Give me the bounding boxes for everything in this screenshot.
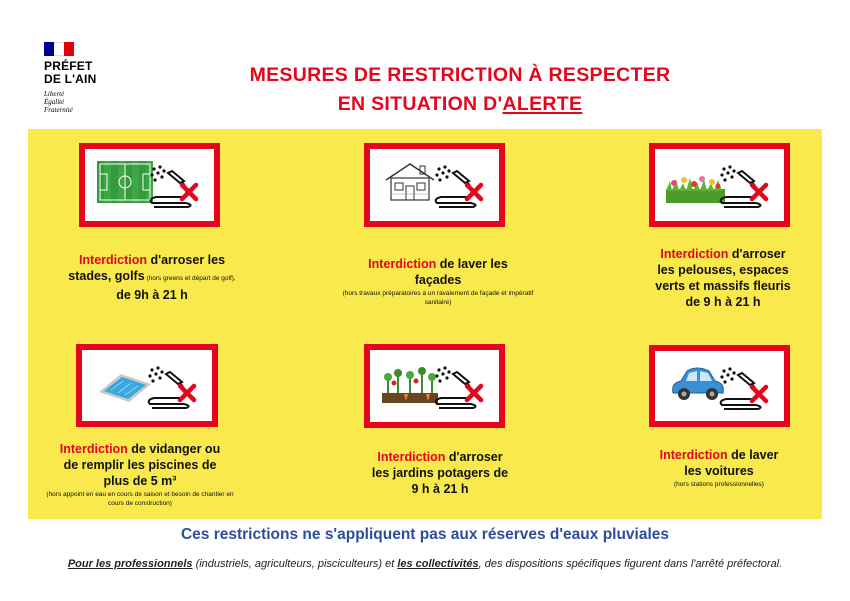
caption-text: les jardins potagers de xyxy=(371,466,509,480)
caption-interdiction: Interdiction xyxy=(78,253,148,267)
house-caption xyxy=(338,256,538,307)
caption-text: de remplir les piscines de xyxy=(63,458,217,472)
caption-text: 9 h à 21 h xyxy=(411,482,469,496)
caption-note: (hors appoint en eau en cours de saison et besoin de chantier en cours de construction) xyxy=(46,491,234,507)
prefecture-logo xyxy=(44,42,114,114)
caption-text: de 9h à 21 h xyxy=(116,288,188,302)
pool-caption xyxy=(40,441,240,508)
motto-egalite: Égalité xyxy=(44,98,65,106)
collectivities-label: les collectivités xyxy=(397,558,479,570)
caption-text: les voitures xyxy=(684,464,754,478)
prefecture-name-line1: PRÉFET xyxy=(44,59,93,73)
vegetable-garden-caption xyxy=(345,449,535,497)
vegetable-garden-restriction-card xyxy=(364,344,505,428)
watering-prohibited-icon xyxy=(142,362,200,410)
caption-interdiction: Interdiction xyxy=(59,442,128,456)
page-title-line1: MESURES DE RESTRICTION À RESPECTER xyxy=(249,64,671,86)
title-emphasis-alerte: ALERTE xyxy=(502,93,583,115)
professionals-label: Pour les professionnels xyxy=(67,558,193,570)
caption-note: (hors greens et départ de golf), xyxy=(144,275,236,282)
car-caption xyxy=(624,447,814,489)
caption-interdiction: Interdiction xyxy=(659,448,728,462)
house-restriction-card xyxy=(364,143,505,227)
caption-text: de laver les xyxy=(436,257,508,271)
watering-prohibited-icon xyxy=(714,161,772,209)
caption-text: d'arroser xyxy=(445,450,503,464)
car-restriction-card xyxy=(649,345,790,427)
prefecture-name-line2: DE L'AIN xyxy=(44,72,97,86)
french-flag-icon xyxy=(44,42,74,56)
watering-prohibited-icon xyxy=(429,362,487,410)
watering-prohibited-icon xyxy=(429,161,487,209)
caption-text: d'arroser xyxy=(728,247,786,261)
republic-motto xyxy=(44,90,114,114)
title-prefix: EN SITUATION D' xyxy=(337,93,503,115)
caption-text: de vidanger ou xyxy=(127,442,221,456)
professionals-detail: (industriels, agriculteurs, pisciculteurs) et xyxy=(192,558,398,570)
caption-text: d'arroser les xyxy=(147,253,226,267)
pool-restriction-card xyxy=(76,344,218,427)
watering-prohibited-icon xyxy=(144,161,202,209)
caption-note: (hors travaux préparatoires à un ravalement de façade et impératif sanitaire) xyxy=(342,290,534,306)
page-title-line2 xyxy=(150,93,770,116)
rainwater-exemption-notice: Ces restrictions ne s'appliquent pas aux réserves d'eaux pluviales xyxy=(180,526,670,543)
motto-liberte: Liberté xyxy=(44,90,65,98)
flowers-restriction-card xyxy=(649,143,790,227)
caption-text: plus de 5 m³ xyxy=(103,474,177,488)
caption-interdiction: Interdiction xyxy=(660,247,729,261)
caption-note: (hors stations professionnelles) xyxy=(674,481,764,488)
caption-interdiction: Interdiction xyxy=(368,257,437,271)
caption-text: façades xyxy=(414,273,462,287)
stadium-caption xyxy=(42,252,262,303)
collectivities-detail: , des dispositions spécifiques figurent dans l'arrêté préfectoral. xyxy=(478,558,783,570)
caption-text: de laver xyxy=(727,448,779,462)
stadium-restriction-card xyxy=(79,143,220,227)
watering-prohibited-icon xyxy=(714,363,772,411)
caption-interdiction: Interdiction xyxy=(377,450,446,464)
caption-text: les pelouses, espaces xyxy=(657,263,789,277)
caption-text: stades, golfs xyxy=(68,269,145,283)
flowers-caption xyxy=(628,246,818,310)
caption-text: de 9 h à 21 h xyxy=(685,295,761,309)
motto-fraternite: Fraternité xyxy=(44,106,73,114)
caption-text: verts et massifs fleuris xyxy=(655,279,791,293)
professional-provisions-note xyxy=(10,558,840,570)
